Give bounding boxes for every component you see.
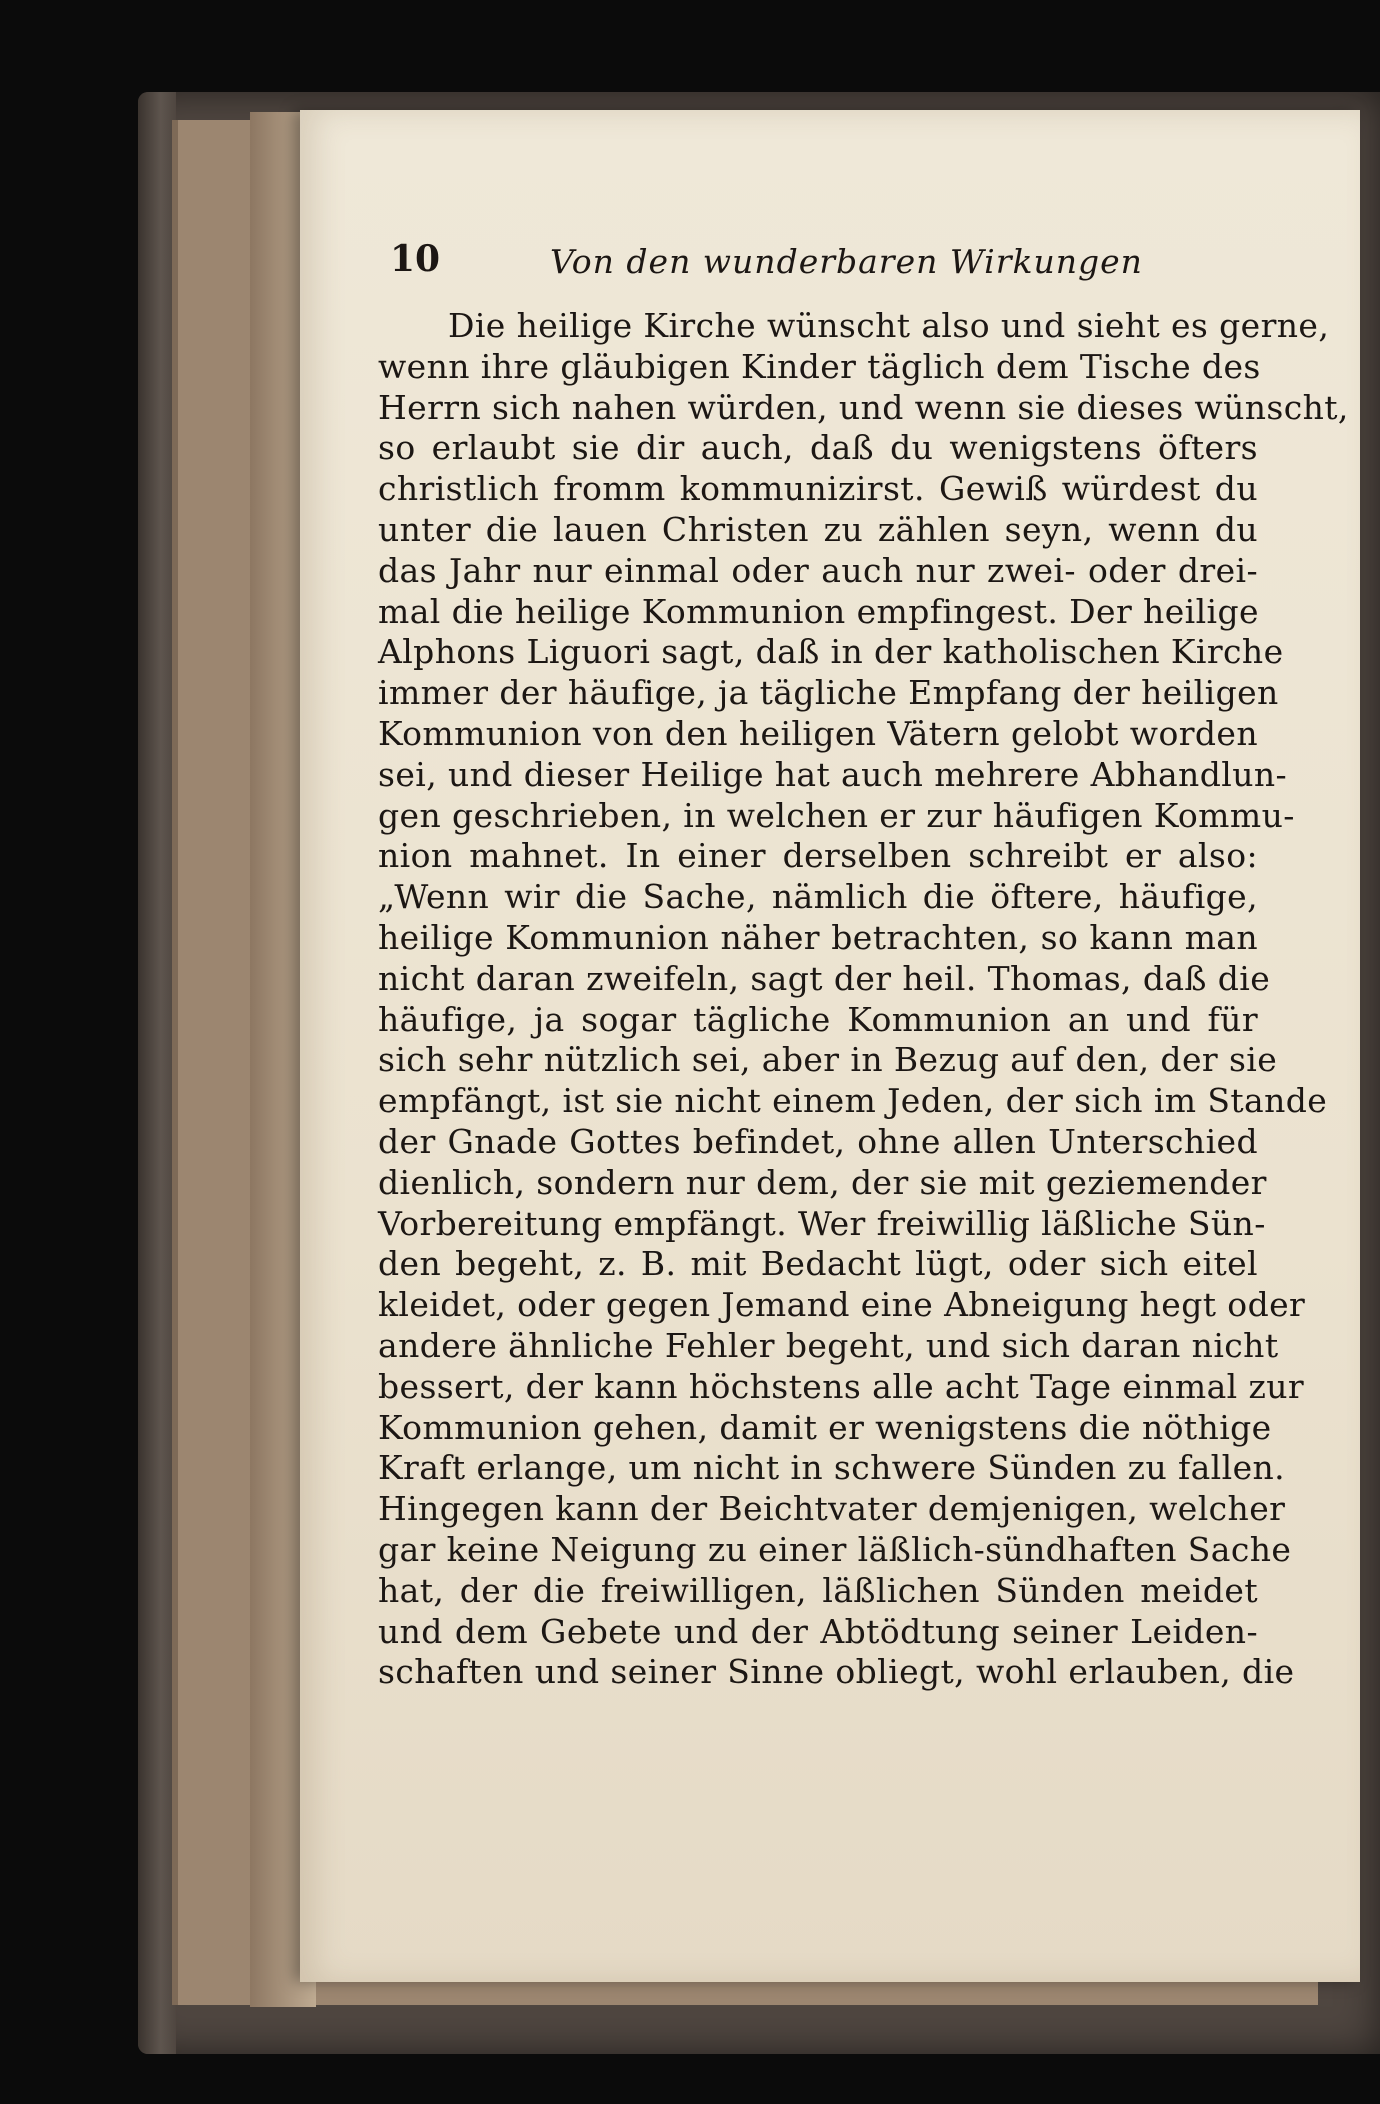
text-line: der Gnade Gottes befindet, ohne allen Unterschied: [378, 1121, 1258, 1161]
text-line: Die heilige Kirche wünscht also und sieht es gerne,: [448, 306, 1330, 345]
text-line: bessert, der kann höchstens alle acht Tage einmal zur: [378, 1366, 1305, 1406]
text-line: nicht daran zweifeln, sagt der heil. Thomas, daß die: [378, 958, 1271, 998]
text-line: gen geschrieben, in welchen er zur häufigen Kommu-: [378, 795, 1295, 835]
text-line: sich sehr nützlich sei, aber in Bezug auf den, der sie: [378, 1040, 1278, 1080]
text-line: christlich fromm kommunizirst. Gewiß würdest du: [378, 469, 1258, 509]
text-line: häufige, ja sogar tägliche Kommunion an und für: [378, 999, 1258, 1039]
page-number: 10: [390, 238, 441, 280]
body-text: [378, 306, 1349, 1693]
text-line: immer der häufige, ja tägliche Empfang der heiligen: [378, 673, 1279, 713]
text-line: gar keine Neigung zu einer läßlich-sündhaften Sache: [378, 1529, 1292, 1569]
text-line: sei, und dieser Heilige hat auch mehrere Abhandlun-: [378, 754, 1288, 794]
text-line: empfängt, ist sie nicht einem Jeden, der sich im Stande: [378, 1081, 1328, 1121]
text-line: Hingegen kann der Beichtvater demjenigen, welcher: [378, 1489, 1286, 1529]
page-header: [390, 238, 1240, 284]
text-line: wenn ihre gläubigen Kinder täglich dem Tische des: [378, 346, 1261, 386]
text-line: nion mahnet. In einer derselben schreibt er also:: [378, 836, 1258, 876]
text-line: das Jahr nur einmal oder auch nur zwei- oder drei-: [378, 550, 1258, 590]
text-line: mal die heilige Kommunion empfingest. Der heilige: [378, 591, 1259, 631]
text-line: dienlich, sondern nur dem, der sie mit geziemender: [378, 1162, 1267, 1202]
text-line: Kommunion von den heiligen Vätern gelobt worden: [378, 713, 1258, 753]
text-line: Herrn sich nahen würden, und wenn sie dieses wünscht,: [378, 387, 1349, 427]
book-page: [300, 110, 1360, 1982]
text-line: unter die lauen Christen zu zählen seyn, wenn du: [378, 509, 1258, 549]
text-line: und dem Gebete und der Abtödtung seiner Leiden-: [378, 1611, 1258, 1651]
text-line: Kraft erlange, um nicht in schwere Sünden zu fallen.: [378, 1448, 1286, 1488]
text-line: schaften und seiner Sinne obliegt, wohl erlauben, die: [378, 1652, 1295, 1692]
text-line: Alphons Liguori sagt, daß in der katholischen Kirche: [378, 632, 1284, 672]
text-line: Kommunion gehen, damit er wenigstens die nöthige: [378, 1407, 1272, 1447]
text-line: „Wenn wir die Sache, nämlich die öftere, häufige,: [378, 877, 1258, 917]
running-title: Von den wunderbaren Wirkungen: [550, 242, 1143, 281]
text-line: Vorbereitung empfängt. Wer freiwillig läßliche Sün-: [378, 1203, 1266, 1243]
text-line: den begeht, z. B. mit Bedacht lügt, oder sich eitel: [378, 1244, 1258, 1284]
text-line: hat, der die freiwilligen, läßlichen Sünden meidet: [378, 1570, 1258, 1610]
text-line: kleidet, oder gegen Jemand eine Abneigung hegt oder: [378, 1285, 1306, 1325]
text-line: heilige Kommunion näher betrachten, so kann man: [378, 917, 1258, 957]
text-line: andere ähnliche Fehler begeht, und sich daran nicht: [378, 1325, 1279, 1365]
text-line: so erlaubt sie dir auch, daß du wenigstens öfters: [378, 428, 1258, 468]
